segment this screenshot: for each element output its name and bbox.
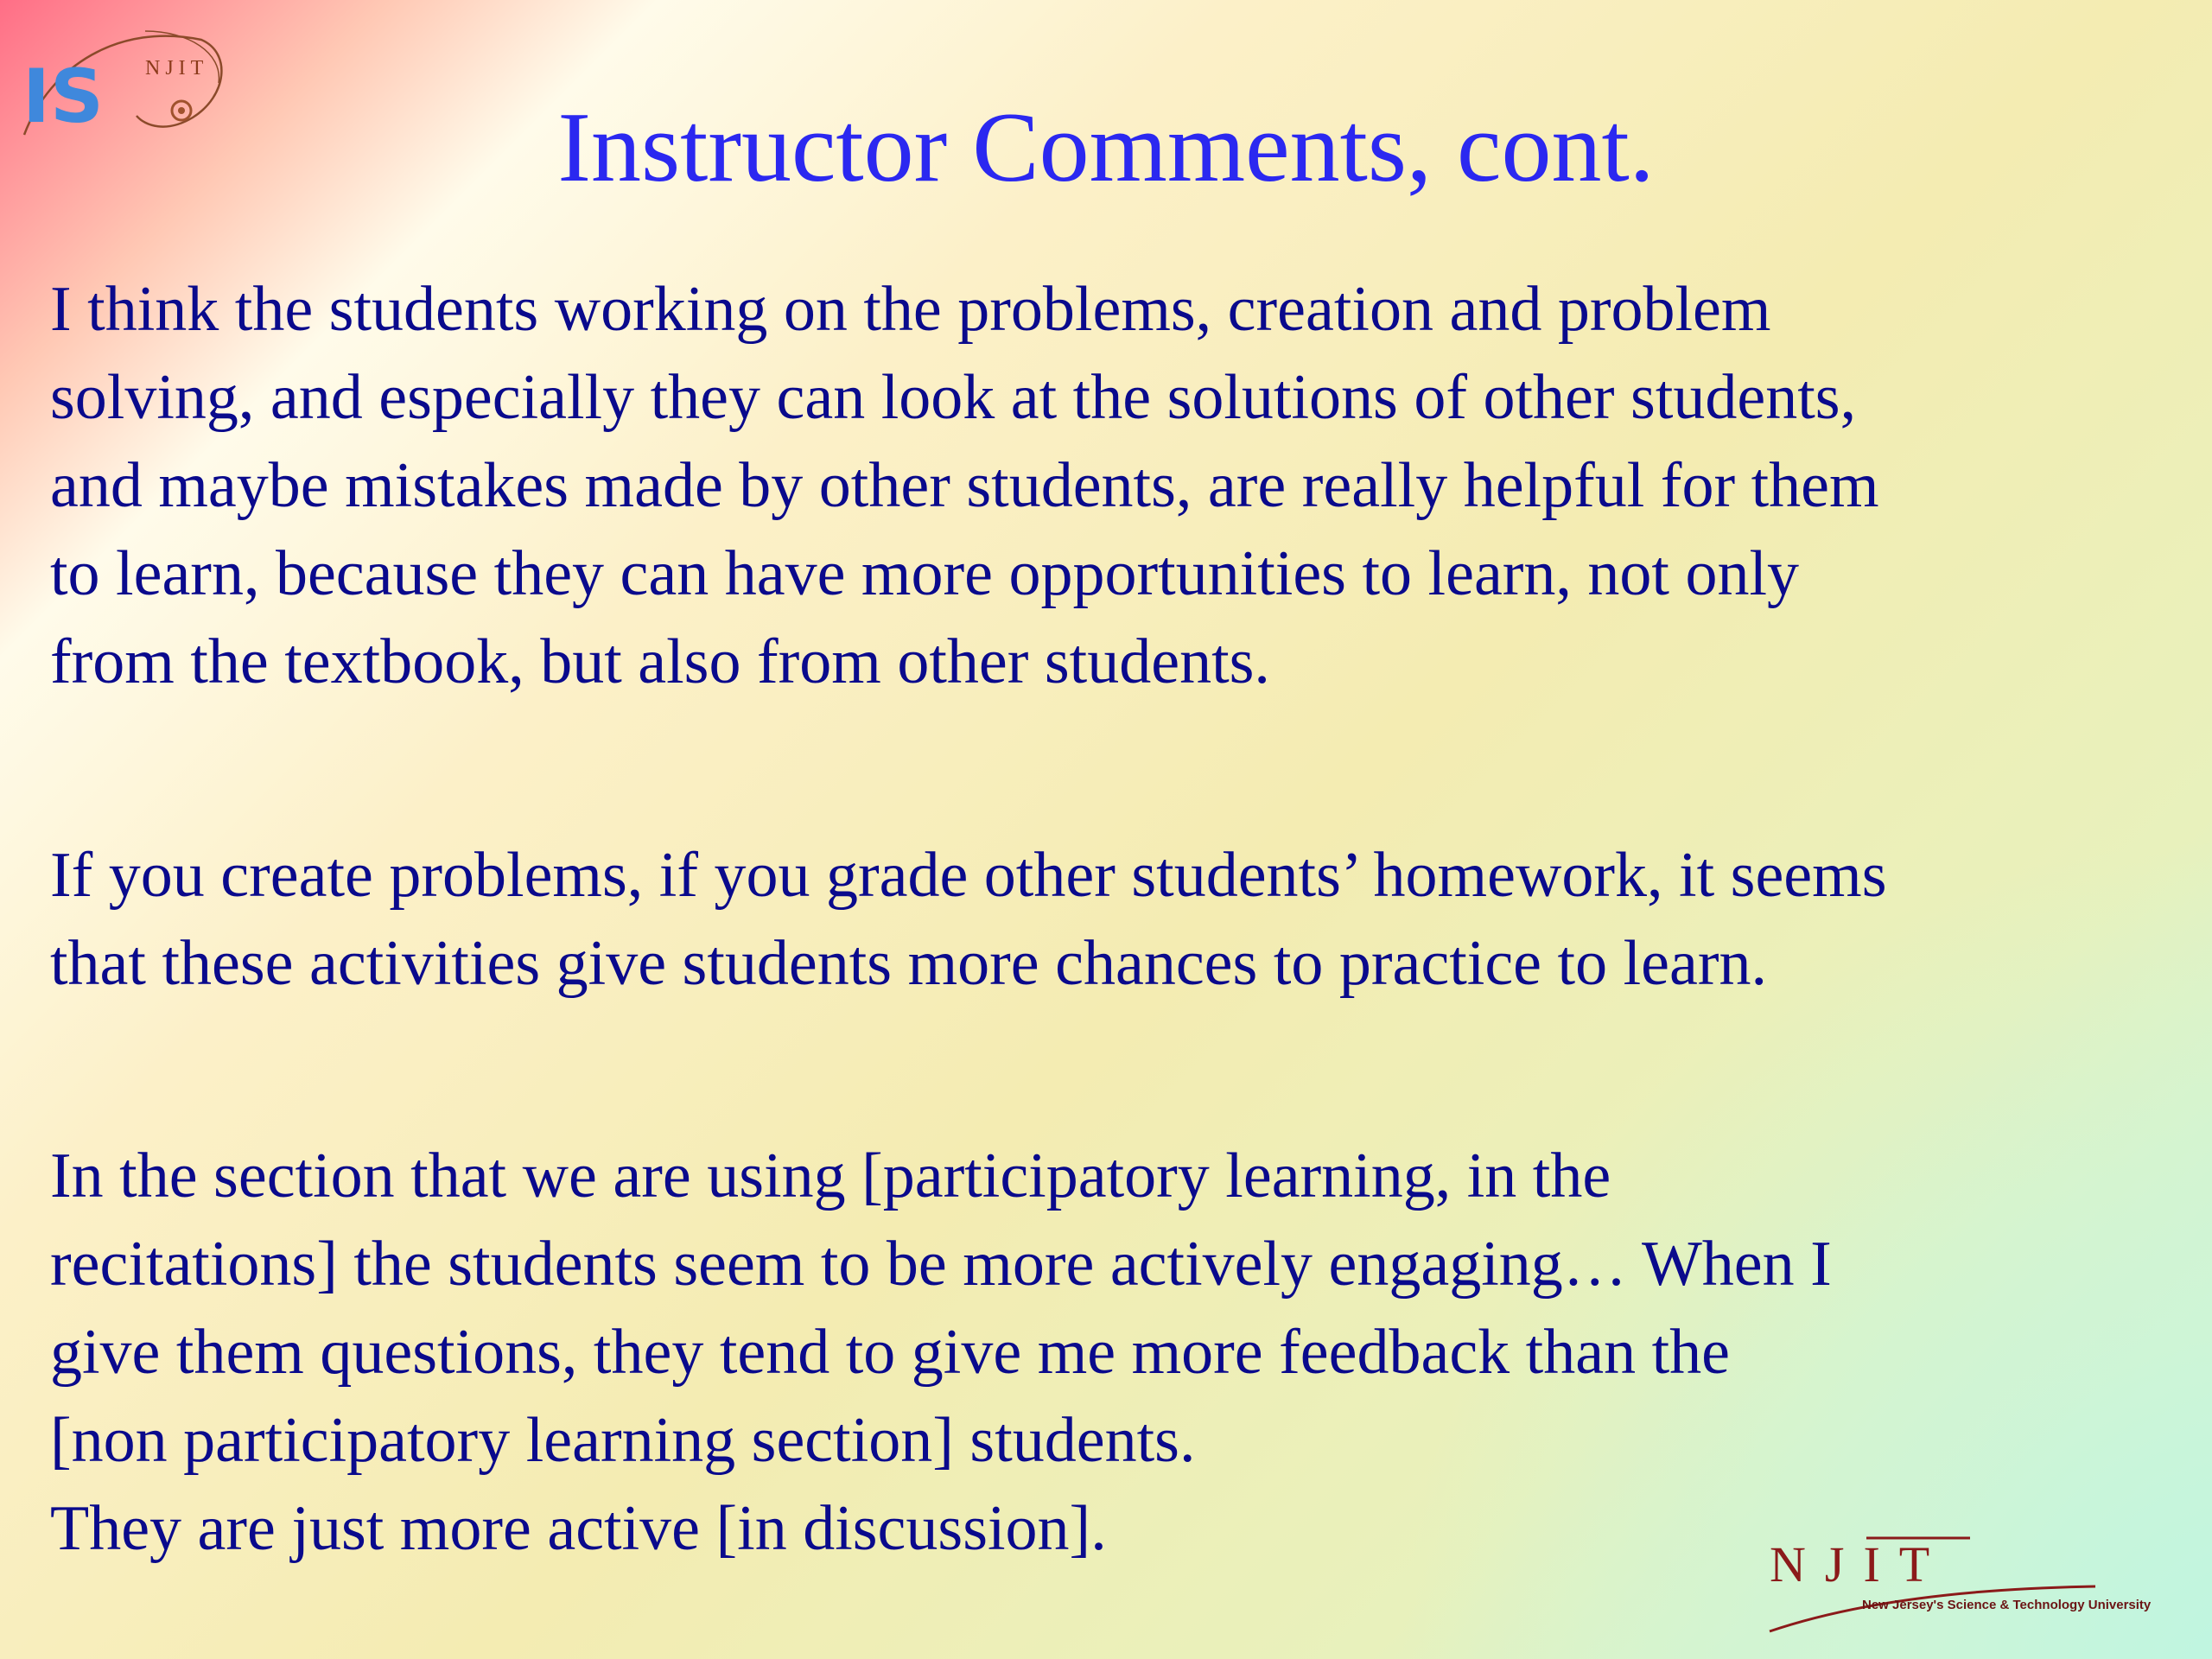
paragraph-line: If you create problems, if you grade other students’ homework, it seems xyxy=(50,840,1887,911)
slide-title: Instructor Comments, cont. xyxy=(557,92,1655,203)
logo-is-letters: IS xyxy=(22,54,104,140)
njit-logo-tagline: New Jersey's Science & Technology University xyxy=(1862,1598,2152,1612)
paragraph-1 xyxy=(50,265,2202,706)
paragraph-line: from the textbook, but also from other students. xyxy=(50,626,1270,697)
paragraph-line: that these activities give students more chances to practice to learn. xyxy=(50,928,1767,999)
paragraph-line: [non participatory learning section] students. xyxy=(50,1405,1196,1476)
paragraph-line: recitations] the students seem to be more actively engaging… When I xyxy=(50,1229,1832,1300)
njit-logo xyxy=(1763,1529,2203,1642)
paragraph-line: give them questions, they tend to give me more feedback than the xyxy=(50,1317,1730,1388)
paragraph-line: to learn, because they can have more opportunities to learn, not only xyxy=(50,538,1800,609)
paragraph-line: They are just more active [in discussion]. xyxy=(50,1493,1107,1564)
paragraph-line: In the section that we are using [participatory learning, in the xyxy=(50,1141,1611,1211)
logo-is-subtext: NJIT xyxy=(145,57,209,79)
paragraph-line: and maybe mistakes made by other students, are really helpful for them xyxy=(50,450,1879,521)
paragraph-line: solving, and especially they can look at the solutions of other students, xyxy=(50,362,1857,433)
paragraph-line: I think the students working on the problems, creation and problem xyxy=(50,274,1771,345)
paragraph-3 xyxy=(50,1132,2202,1573)
paragraph-2 xyxy=(50,831,2202,1007)
njit-logo-name: NJIT xyxy=(1770,1536,1949,1592)
